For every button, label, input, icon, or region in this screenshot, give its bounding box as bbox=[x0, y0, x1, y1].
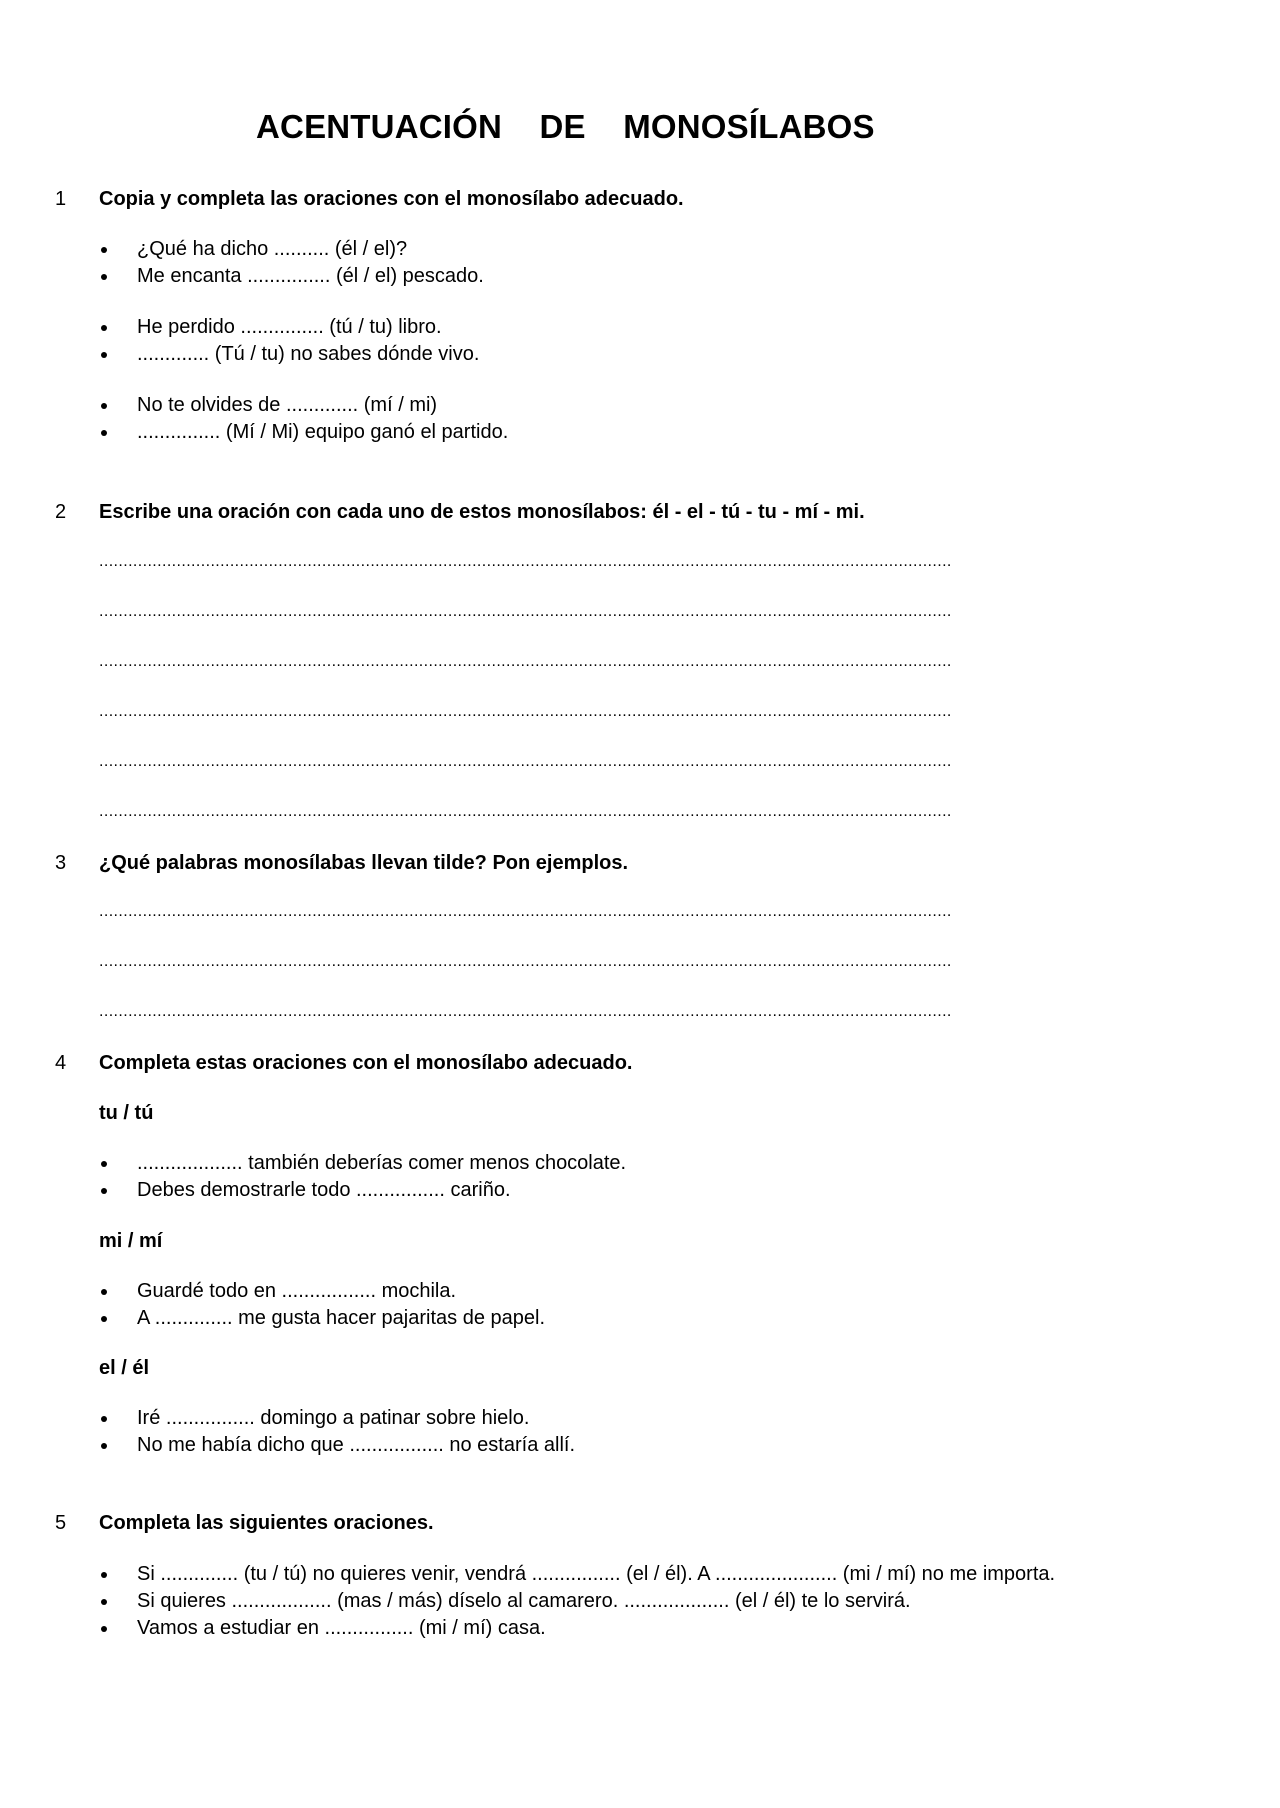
list-item: Debes demostrarle todo ................ cariño. bbox=[99, 1177, 626, 1204]
question-number: 4 bbox=[55, 1052, 67, 1074]
question-text: Escribe una oración con cada uno de estos monosílabos: él - el - tú - tu - mí - mi. bbox=[99, 501, 865, 523]
answer-line[interactable]: ................................................................................................................................................................................ bbox=[99, 753, 952, 770]
q4-group-1-items bbox=[99, 1150, 626, 1204]
question-text: Completa las siguientes oraciones. bbox=[99, 1512, 434, 1534]
list-item: ............... (Mí / Mi) equipo ganó el partido. bbox=[99, 419, 508, 446]
list-item: He perdido ............... (tú / tu) libro. bbox=[99, 314, 479, 341]
question-text: Completa estas oraciones con el monosílabo adecuado. bbox=[99, 1052, 633, 1074]
q1-items-group-2 bbox=[99, 314, 479, 368]
q5-items bbox=[99, 1561, 1055, 1642]
answer-line[interactable]: ................................................................................................................................................................................ bbox=[99, 803, 952, 820]
q4-group-2-items bbox=[99, 1278, 545, 1332]
answer-line[interactable]: ................................................................................................................................................................................ bbox=[99, 703, 952, 720]
list-item: Me encanta ............... (él / el) pescado. bbox=[99, 263, 484, 290]
q4-group-3-items bbox=[99, 1405, 575, 1459]
answer-line[interactable]: ................................................................................................................................................................................ bbox=[99, 1003, 952, 1020]
list-item: A .............. me gusta hacer pajaritas de papel. bbox=[99, 1305, 545, 1332]
q1-items-group-1 bbox=[99, 236, 484, 290]
page-title: ACENTUACIÓN DE MONOSÍLABOS bbox=[256, 108, 875, 145]
answer-line[interactable]: ................................................................................................................................................................................ bbox=[99, 653, 952, 670]
group-label: el / él bbox=[99, 1357, 150, 1379]
question-text: Copia y completa las oraciones con el monosílabo adecuado. bbox=[99, 188, 684, 210]
list-item: Si .............. (tu / tú) no quieres venir, vendrá ................ (el / él). A ...................... (mi / mí) no me importa. bbox=[99, 1561, 1055, 1588]
question-number: 5 bbox=[55, 1512, 67, 1534]
question-number: 3 bbox=[55, 852, 67, 874]
question-number: 2 bbox=[55, 501, 67, 523]
answer-line[interactable]: ................................................................................................................................................................................ bbox=[99, 553, 952, 570]
answer-line[interactable]: ................................................................................................................................................................................ bbox=[99, 903, 952, 920]
answer-line[interactable]: ................................................................................................................................................................................ bbox=[99, 603, 952, 620]
question-number: 1 bbox=[55, 188, 67, 210]
list-item: Guardé todo en ................. mochila. bbox=[99, 1278, 545, 1305]
list-item: ¿Qué ha dicho .......... (él / el)? bbox=[99, 236, 484, 263]
answer-line[interactable]: ................................................................................................................................................................................ bbox=[99, 953, 952, 970]
q1-items-group-3 bbox=[99, 392, 508, 446]
list-item: Si quieres .................. (mas / más) díselo al camarero. ................... (el / él) te lo servirá. bbox=[99, 1588, 1055, 1615]
list-item: No me había dicho que ................. no estaría allí. bbox=[99, 1432, 575, 1459]
list-item: ................... también deberías comer menos chocolate. bbox=[99, 1150, 626, 1177]
group-label: mi / mí bbox=[99, 1230, 163, 1252]
question-text: ¿Qué palabras monosílabas llevan tilde? Pon ejemplos. bbox=[99, 852, 629, 874]
list-item: Iré ................ domingo a patinar sobre hielo. bbox=[99, 1405, 575, 1432]
list-item: ............. (Tú / tu) no sabes dónde vivo. bbox=[99, 341, 479, 368]
group-label: tu / tú bbox=[99, 1102, 154, 1124]
list-item: No te olvides de ............. (mí / mi) bbox=[99, 392, 508, 419]
list-item: Vamos a estudiar en ................ (mi / mí) casa. bbox=[99, 1615, 1055, 1642]
